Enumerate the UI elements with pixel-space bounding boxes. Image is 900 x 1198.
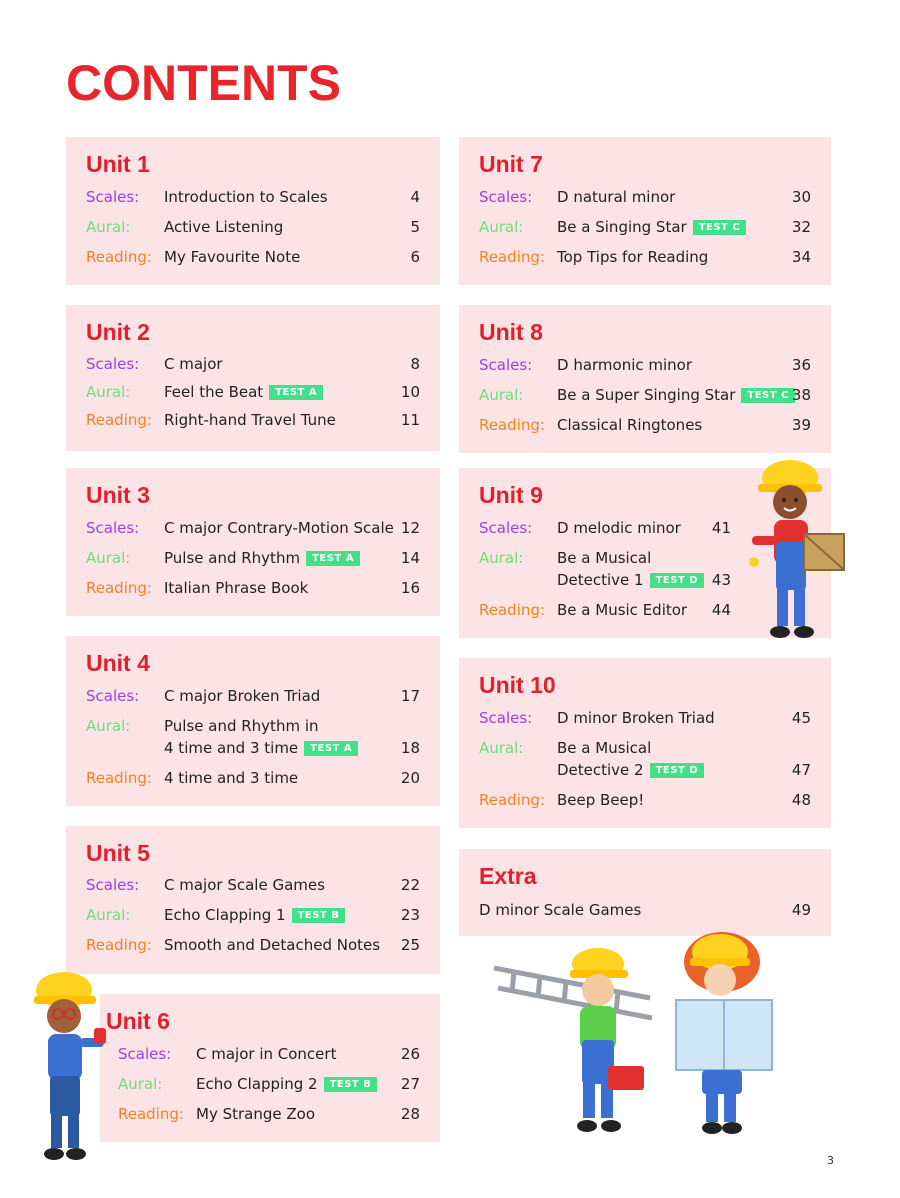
unit-card — [66, 826, 440, 974]
unit-title: Unit 4 — [86, 650, 150, 676]
builder-girl-glasses-illustration — [30, 966, 112, 1166]
toc-entry[interactable] — [86, 687, 420, 717]
toc-entry[interactable] — [86, 519, 420, 549]
extra-title: Extra — [479, 863, 537, 889]
entry-name: My Strange Zoo — [196, 1105, 316, 1123]
entry-name: C major Broken Triad — [164, 687, 321, 705]
unit-card — [459, 305, 831, 453]
scales-label: Scales: — [118, 1045, 172, 1063]
entry-name: Italian Phrase Book — [164, 579, 309, 597]
toc-entry[interactable] — [479, 248, 811, 278]
entry-name: Echo Clapping 2 — [196, 1075, 318, 1093]
unit-title: Unit 2 — [86, 319, 150, 345]
entry-page: 44 — [711, 601, 731, 619]
entry-name-line2-text: Detective 2 — [557, 761, 644, 779]
scales-label: Scales: — [479, 519, 533, 537]
entry-name: D minor Broken Triad — [557, 709, 715, 727]
toc-entry[interactable] — [86, 906, 420, 936]
entry-page: 6 — [410, 248, 420, 266]
scales-label: Scales: — [479, 356, 533, 374]
toc-entry[interactable] — [86, 769, 420, 799]
reading-label: Reading: — [86, 936, 152, 954]
entry-page: 23 — [400, 906, 420, 924]
aural-label: Aural: — [479, 218, 524, 236]
entry-name-line2 — [557, 761, 704, 779]
toc-entry[interactable] — [479, 791, 811, 821]
test-badge: TEST B — [292, 908, 346, 923]
entry-page: 17 — [400, 687, 420, 705]
aural-label: Aural: — [479, 386, 524, 404]
toc-entry[interactable] — [479, 416, 811, 446]
unit-card — [459, 137, 831, 285]
entry-name: 4 time and 3 time — [164, 769, 299, 787]
entry-name: C major in Concert — [196, 1045, 337, 1063]
entry-name: Be a Musical — [557, 549, 652, 567]
reading-label: Reading: — [118, 1105, 184, 1123]
aural-label: Aural: — [86, 717, 131, 735]
entry-name: Be a Singing Star — [557, 218, 687, 236]
entry-name: Right-hand Travel Tune — [164, 411, 336, 429]
toc-entry[interactable] — [479, 218, 811, 248]
entry-name-wrap — [164, 549, 360, 567]
test-badge: TEST A — [304, 741, 358, 756]
entry-page: 38 — [791, 386, 811, 404]
toc-entry[interactable] — [479, 386, 811, 416]
entry-name: C major Contrary-Motion Scale — [164, 519, 394, 537]
entry-name-line2-text: 4 time and 3 time — [164, 739, 299, 757]
toc-entry[interactable] — [479, 549, 731, 603]
aural-label: Aural: — [479, 739, 524, 757]
unit-card — [66, 468, 440, 616]
extra-card — [459, 849, 831, 936]
toc-entry[interactable] — [86, 549, 420, 579]
entry-page: 10 — [400, 383, 420, 401]
entry-name: D natural minor — [557, 188, 676, 206]
entry-page: 14 — [400, 549, 420, 567]
scales-label: Scales: — [86, 188, 140, 206]
entry-name: Pulse and Rhythm in — [164, 717, 319, 735]
entry-page: 41 — [711, 519, 731, 537]
aural-label: Aural: — [86, 906, 131, 924]
entry-page: 27 — [400, 1075, 420, 1093]
toc-entry[interactable] — [479, 901, 811, 931]
entry-name-line2-text: Detective 1 — [557, 571, 644, 589]
entry-page: 49 — [791, 901, 811, 919]
entry-page: 26 — [400, 1045, 420, 1063]
reading-label: Reading: — [86, 579, 152, 597]
aural-label: Aural: — [86, 218, 131, 236]
entry-name: Be a Music Editor — [557, 601, 688, 619]
scales-label: Scales: — [86, 519, 140, 537]
toc-entry[interactable] — [86, 248, 420, 278]
reading-label: Reading: — [479, 416, 545, 434]
reading-label: Reading: — [479, 791, 545, 809]
toc-entry[interactable] — [86, 936, 420, 966]
unit-title: Unit 9 — [479, 482, 543, 508]
entry-page: 47 — [791, 761, 811, 779]
test-badge: TEST A — [269, 385, 323, 400]
entry-name-wrap — [196, 1075, 377, 1093]
entry-page: 28 — [400, 1105, 420, 1123]
toc-entry[interactable] — [118, 1075, 420, 1105]
entry-page: 48 — [791, 791, 811, 809]
entry-page: 11 — [400, 411, 420, 429]
builder-girl-plans-illustration — [668, 930, 784, 1142]
reading-label: Reading: — [86, 769, 152, 787]
entry-name: D harmonic minor — [557, 356, 693, 374]
unit-card — [66, 636, 440, 806]
test-badge: TEST C — [741, 388, 795, 403]
unit-card — [459, 658, 831, 828]
entry-name: D minor Scale Games — [479, 901, 642, 919]
scales-label: Scales: — [86, 687, 140, 705]
test-badge: TEST D — [650, 763, 704, 778]
toc-entry[interactable] — [479, 188, 811, 218]
toc-entry[interactable] — [86, 218, 420, 248]
page-title: CONTENTS — [66, 55, 341, 111]
entry-name-wrap — [557, 386, 795, 404]
entry-name: Active Listening — [164, 218, 284, 236]
unit-card — [100, 994, 440, 1142]
unit-title: Unit 1 — [86, 151, 150, 177]
toc-entry[interactable] — [86, 876, 420, 906]
entry-name-wrap — [557, 218, 746, 236]
reading-label: Reading: — [86, 248, 152, 266]
entry-name: Top Tips for Reading — [557, 248, 709, 266]
entry-page: 18 — [400, 739, 420, 757]
toc-entry[interactable] — [86, 579, 420, 609]
entry-page: 22 — [400, 876, 420, 894]
toc-entry[interactable] — [86, 717, 420, 771]
unit-card — [66, 137, 440, 285]
toc-entry[interactable] — [86, 411, 420, 441]
entry-page: 32 — [791, 218, 811, 236]
entry-name: Pulse and Rhythm — [164, 549, 301, 567]
unit-title: Unit 10 — [479, 672, 556, 698]
toc-entry[interactable] — [479, 519, 731, 549]
entry-page: 34 — [791, 248, 811, 266]
entry-page: 36 — [791, 356, 811, 374]
entry-name: Introduction to Scales — [164, 188, 328, 206]
builder-boy-box-illustration — [748, 450, 852, 646]
toc-entry[interactable] — [118, 1105, 420, 1135]
test-badge: TEST C — [693, 220, 747, 235]
page-number: 3 — [827, 1154, 834, 1167]
unit-title: Unit 7 — [479, 151, 543, 177]
unit-title: Unit 6 — [106, 1008, 170, 1034]
test-badge: TEST A — [306, 551, 360, 566]
entry-name: C major — [164, 355, 223, 373]
aural-label: Aural: — [86, 549, 131, 567]
unit-title: Unit 5 — [86, 840, 150, 866]
reading-label: Reading: — [479, 248, 545, 266]
entry-page: 16 — [400, 579, 420, 597]
scales-label: Scales: — [86, 355, 140, 373]
entry-name: C major Scale Games — [164, 876, 325, 894]
toc-entry[interactable] — [479, 601, 731, 631]
toc-entry[interactable] — [86, 188, 420, 218]
entry-page: 12 — [400, 519, 420, 537]
entry-page: 4 — [410, 188, 420, 206]
entry-name: Smooth and Detached Notes — [164, 936, 381, 954]
test-badge: TEST D — [650, 573, 704, 588]
scales-label: Scales: — [86, 876, 140, 894]
entry-page: 5 — [410, 218, 420, 236]
entry-name: Classical Ringtones — [557, 416, 703, 434]
entry-name: Be a Super Singing Star — [557, 386, 736, 404]
entry-page: 43 — [711, 571, 731, 589]
entry-name-wrap — [164, 383, 323, 401]
toc-entry[interactable] — [118, 1045, 420, 1075]
entry-name: My Favourite Note — [164, 248, 301, 266]
entry-name-line2 — [557, 571, 704, 589]
entry-page: 30 — [791, 188, 811, 206]
entry-name: Beep Beep! — [557, 791, 645, 809]
aural-label: Aural: — [118, 1075, 163, 1093]
toc-entry[interactable] — [479, 709, 811, 739]
entry-page: 39 — [791, 416, 811, 434]
entry-name: Echo Clapping 1 — [164, 906, 286, 924]
entry-page: 45 — [791, 709, 811, 727]
entry-name-line2 — [164, 739, 358, 757]
entry-name: Feel the Beat — [164, 383, 264, 401]
entry-page: 25 — [400, 936, 420, 954]
builder-ladder-illustration — [490, 944, 660, 1144]
toc-entry[interactable] — [479, 356, 811, 386]
unit-title: Unit 8 — [479, 319, 543, 345]
toc-entry[interactable] — [479, 739, 811, 793]
test-badge: TEST B — [324, 1077, 378, 1092]
entry-name: Be a Musical — [557, 739, 652, 757]
scales-label: Scales: — [479, 709, 533, 727]
entry-page: 8 — [410, 355, 420, 373]
aural-label: Aural: — [86, 383, 131, 401]
reading-label: Reading: — [86, 411, 152, 429]
aural-label: Aural: — [479, 549, 524, 567]
unit-card — [66, 305, 440, 451]
entry-name-wrap — [164, 906, 345, 924]
reading-label: Reading: — [479, 601, 545, 619]
entry-page: 20 — [400, 769, 420, 787]
toc-entry[interactable] — [86, 355, 420, 385]
entry-name: D melodic minor — [557, 519, 681, 537]
toc-entry[interactable] — [86, 383, 420, 413]
scales-label: Scales: — [479, 188, 533, 206]
unit-title: Unit 3 — [86, 482, 150, 508]
